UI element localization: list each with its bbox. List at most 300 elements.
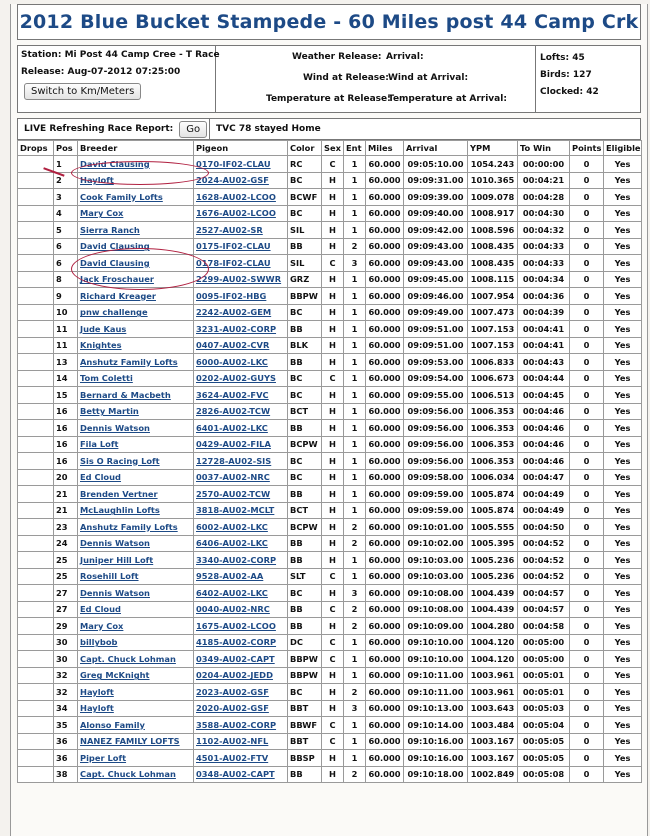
breeder-cell — [78, 172, 194, 189]
ypm-cell: 1006.353 — [468, 453, 518, 470]
pigeon-link[interactable]: 1676-AU02-LCOO — [196, 208, 276, 219]
ypm-cell: 1003.961 — [468, 684, 518, 701]
sex-cell: C — [322, 651, 344, 668]
breeder-link[interactable]: Anshutz Family Lofts — [80, 356, 178, 367]
table-row — [18, 568, 642, 585]
pigeon-link[interactable]: 0095-IF02-HBG — [196, 290, 267, 301]
breeder-link[interactable]: Juniper Hill Loft — [80, 554, 154, 565]
breeder-cell — [78, 684, 194, 701]
pigeon-cell — [194, 238, 288, 255]
arrival-cell: 09:09:53.00 — [404, 354, 468, 371]
color-cell: BC — [288, 585, 322, 602]
pos-cell: 13 — [54, 354, 78, 371]
pos-cell: 30 — [54, 634, 78, 651]
column-header: Pigeon — [194, 141, 288, 156]
race-info-panel — [17, 45, 641, 113]
breeder-link[interactable]: Sis O Racing Loft — [80, 455, 160, 466]
breeder-link[interactable]: Alonso Family — [80, 719, 145, 730]
pos-cell: 32 — [54, 667, 78, 684]
table-row — [18, 535, 642, 552]
pigeon-link[interactable]: 6000-AU02-LKC — [196, 356, 268, 367]
pigeon-link[interactable]: 0407-AU02-CVR — [196, 340, 270, 351]
weather-info — [216, 46, 536, 112]
pigeon-link[interactable]: 3588-AU02-CORP — [196, 719, 277, 730]
ent-cell: 1 — [344, 189, 366, 206]
drops-cell — [18, 486, 54, 503]
color-cell: BBPW — [288, 667, 322, 684]
pigeon-link[interactable]: 2024-AU02-GSF — [196, 175, 269, 186]
pos-cell: 1 — [54, 156, 78, 173]
pigeon-link[interactable]: 2020-AU02-GSF — [196, 703, 269, 714]
color-cell: SIL — [288, 222, 322, 239]
points-cell: 0 — [570, 585, 604, 602]
ent-cell: 1 — [344, 271, 366, 288]
arrival-cell: 09:10:18.00 — [404, 766, 468, 783]
breeder-link[interactable]: Hayloft — [80, 703, 114, 714]
pos-cell: 9 — [54, 288, 78, 305]
color-cell: BC — [288, 684, 322, 701]
pigeon-cell — [194, 766, 288, 783]
points-cell: 0 — [570, 601, 604, 618]
table-row — [18, 585, 642, 602]
table-row — [18, 271, 642, 288]
pigeon-link[interactable]: 2826-AU02-TCW — [196, 406, 271, 417]
pigeon-link[interactable]: 1102-AU02-NFL — [196, 736, 269, 747]
pigeon-link[interactable]: 1628-AU02-LCOO — [196, 191, 276, 202]
color-cell: DC — [288, 634, 322, 651]
drops-cell — [18, 354, 54, 371]
ypm-cell: 1008.596 — [468, 222, 518, 239]
arrival-cell: 09:09:42.00 — [404, 222, 468, 239]
to-win-cell: 00:04:21 — [518, 172, 570, 189]
breeder-link[interactable]: Greg McKnight — [80, 670, 150, 681]
breeder-link[interactable]: Mary Cox — [80, 620, 124, 631]
race-stats — [536, 46, 640, 112]
drops-cell — [18, 469, 54, 486]
to-win-cell: 00:05:00 — [518, 634, 570, 651]
pigeon-link[interactable]: 2023-AU02-GSF — [196, 686, 269, 697]
breeder-link[interactable]: David Clausing — [80, 257, 150, 268]
breeder-link[interactable]: billybob — [80, 637, 118, 648]
breeder-link[interactable]: David Clausing — [80, 158, 150, 169]
breeder-link[interactable]: Sierra Ranch — [80, 224, 140, 235]
pigeon-link[interactable]: 0037-AU02-NRC — [196, 472, 270, 483]
color-cell: BC — [288, 453, 322, 470]
ent-cell: 1 — [344, 172, 366, 189]
sex-cell: H — [322, 535, 344, 552]
breeder-link[interactable]: Betty Martin — [80, 406, 139, 417]
to-win-cell: 00:04:46 — [518, 420, 570, 437]
pigeon-link[interactable]: 4501-AU02-FTV — [196, 752, 269, 763]
arrival-cell: 09:10:10.00 — [404, 634, 468, 651]
breeder-link[interactable]: NANEZ FAMILY LOFTS — [80, 736, 180, 747]
pos-cell: 35 — [54, 717, 78, 734]
drops-cell — [18, 717, 54, 734]
breeder-cell — [78, 156, 194, 173]
miles-cell: 60.000 — [366, 700, 404, 717]
pos-cell: 16 — [54, 436, 78, 453]
pigeon-cell — [194, 403, 288, 420]
table-row — [18, 502, 642, 519]
arrival-cell: 09:09:43.00 — [404, 238, 468, 255]
pigeon-link[interactable]: 2242-AU02-GEM — [196, 307, 272, 318]
pos-cell: 5 — [54, 222, 78, 239]
breeder-link[interactable]: Hayloft — [80, 175, 114, 186]
points-cell: 0 — [570, 733, 604, 750]
pigeon-link[interactable]: 0170-IF02-CLAU — [196, 158, 271, 169]
sex-cell: H — [322, 750, 344, 767]
pigeon-link[interactable]: 0348-AU02-CAPT — [196, 769, 275, 780]
drops-cell — [18, 502, 54, 519]
eligible-cell: Yes — [604, 568, 642, 585]
breeder-link[interactable]: Rosehill Loft — [80, 571, 139, 582]
pigeon-link[interactable]: 3624-AU02-FVC — [196, 389, 269, 400]
miles-cell: 60.000 — [366, 354, 404, 371]
breeder-link[interactable]: Jude Kaus — [80, 323, 127, 334]
breeder-link[interactable]: pnw challenge — [80, 307, 148, 318]
pigeon-link[interactable]: 2570-AU02-TCW — [196, 488, 271, 499]
breeder-link[interactable]: Capt. Chuck Lohman — [80, 769, 176, 780]
points-cell: 0 — [570, 453, 604, 470]
ypm-cell: 1002.849 — [468, 766, 518, 783]
pigeon-link[interactable]: 6402-AU02-LKC — [196, 587, 268, 598]
breeder-link[interactable]: Piper Loft — [80, 752, 127, 763]
go-button[interactable]: Go — [179, 121, 207, 138]
column-header: To Win — [518, 141, 570, 156]
breeder-link[interactable]: David Clausing — [80, 241, 150, 252]
to-win-cell: 00:04:41 — [518, 321, 570, 338]
breeder-cell — [78, 766, 194, 783]
ypm-cell: 1004.120 — [468, 634, 518, 651]
drops-cell — [18, 684, 54, 701]
points-cell: 0 — [570, 370, 604, 387]
pigeon-link[interactable]: 0349-AU02-CAPT — [196, 653, 275, 664]
breeder-cell — [78, 288, 194, 305]
drops-cell — [18, 453, 54, 470]
to-win-cell: 00:05:05 — [518, 750, 570, 767]
to-win-cell: 00:05:03 — [518, 700, 570, 717]
eligible-cell: Yes — [604, 601, 642, 618]
ypm-cell: 1004.439 — [468, 601, 518, 618]
table-row — [18, 552, 642, 569]
pos-cell: 34 — [54, 700, 78, 717]
temp-arrival-label: Temperature at Arrival: — [388, 94, 507, 104]
points-cell: 0 — [570, 436, 604, 453]
drops-cell — [18, 370, 54, 387]
pigeon-cell — [194, 156, 288, 173]
ypm-cell: 1006.353 — [468, 420, 518, 437]
ent-cell: 1 — [344, 651, 366, 668]
sex-cell: H — [322, 469, 344, 486]
pos-cell: 36 — [54, 750, 78, 767]
drops-cell — [18, 436, 54, 453]
ypm-cell: 1054.243 — [468, 156, 518, 173]
miles-cell: 60.000 — [366, 387, 404, 404]
ent-cell: 1 — [344, 370, 366, 387]
pigeon-link[interactable]: 0178-IF02-CLAU — [196, 257, 271, 268]
ent-cell: 1 — [344, 502, 366, 519]
color-cell: BBWF — [288, 717, 322, 734]
to-win-cell: 00:04:47 — [518, 469, 570, 486]
points-cell: 0 — [570, 535, 604, 552]
color-cell: BB — [288, 552, 322, 569]
pigeon-cell — [194, 601, 288, 618]
breeder-link[interactable]: Capt. Chuck Lohman — [80, 653, 176, 664]
breeder-link[interactable]: Jack Froschauer — [80, 274, 154, 285]
sex-cell: H — [322, 552, 344, 569]
color-cell: BLK — [288, 337, 322, 354]
ent-cell: 1 — [344, 469, 366, 486]
arrival-cell: 09:09:39.00 — [404, 189, 468, 206]
miles-cell: 60.000 — [366, 156, 404, 173]
ent-cell: 1 — [344, 288, 366, 305]
color-cell: BC — [288, 205, 322, 222]
eligible-cell: Yes — [604, 420, 642, 437]
eligible-cell: Yes — [604, 337, 642, 354]
breeder-cell — [78, 205, 194, 222]
table-row — [18, 700, 642, 717]
points-cell: 0 — [570, 420, 604, 437]
pigeon-link[interactable]: 6406-AU02-LKC — [196, 538, 268, 549]
miles-cell: 60.000 — [366, 238, 404, 255]
drops-cell — [18, 172, 54, 189]
eligible-cell: Yes — [604, 403, 642, 420]
pigeon-cell — [194, 618, 288, 635]
breeder-cell — [78, 618, 194, 635]
breeder-cell — [78, 370, 194, 387]
to-win-cell: 00:04:30 — [518, 205, 570, 222]
points-cell: 0 — [570, 684, 604, 701]
ypm-cell: 1003.643 — [468, 700, 518, 717]
miles-cell: 60.000 — [366, 304, 404, 321]
ypm-cell: 1003.484 — [468, 717, 518, 734]
sex-cell: H — [322, 271, 344, 288]
breeder-cell — [78, 750, 194, 767]
table-row — [18, 634, 642, 651]
sex-cell: H — [322, 172, 344, 189]
miles-cell: 60.000 — [366, 222, 404, 239]
breeder-link[interactable]: McLaughlin Lofts — [80, 505, 160, 516]
pigeon-link[interactable]: 3231-AU02-CORP — [196, 323, 277, 334]
arrival-cell: 09:09:49.00 — [404, 304, 468, 321]
pigeon-cell — [194, 205, 288, 222]
breeder-link[interactable]: Anshutz Family Lofts — [80, 521, 178, 532]
sex-cell: C — [322, 156, 344, 173]
pos-cell: 25 — [54, 552, 78, 569]
color-cell: BBT — [288, 700, 322, 717]
eligible-cell: Yes — [604, 700, 642, 717]
breeder-link[interactable]: Brenden Vertner — [80, 488, 158, 499]
breeder-link[interactable]: Mary Cox — [80, 208, 124, 219]
switch-km-button[interactable]: Switch to Km/Meters — [24, 83, 141, 100]
eligible-cell: Yes — [604, 618, 642, 635]
weather-release-label: Weather Release: — [292, 52, 382, 62]
eligible-cell: Yes — [604, 189, 642, 206]
eligible-cell: Yes — [604, 156, 642, 173]
eligible-cell: Yes — [604, 502, 642, 519]
pigeon-cell — [194, 750, 288, 767]
ypm-cell: 1006.034 — [468, 469, 518, 486]
pigeon-link[interactable]: 6401-AU02-LKC — [196, 422, 268, 433]
pigeon-link[interactable]: 3340-AU02-CORP — [196, 554, 277, 565]
to-win-cell: 00:04:33 — [518, 238, 570, 255]
to-win-cell: 00:04:57 — [518, 585, 570, 602]
arrival-cell: 09:09:45.00 — [404, 271, 468, 288]
pigeon-link[interactable]: 1675-AU02-LCOO — [196, 620, 276, 631]
drops-cell — [18, 387, 54, 404]
breeder-link[interactable]: Bernard & Macbeth — [80, 389, 171, 400]
pigeon-cell — [194, 585, 288, 602]
color-cell: BB — [288, 535, 322, 552]
weather-arrival-label: Arrival: — [386, 52, 424, 62]
ypm-cell: 1005.395 — [468, 535, 518, 552]
ent-cell: 1 — [344, 403, 366, 420]
breeder-link[interactable]: Knightes — [80, 340, 122, 351]
miles-cell: 60.000 — [366, 189, 404, 206]
pigeon-link[interactable]: 6002-AU02-LKC — [196, 521, 268, 532]
sex-cell: H — [322, 222, 344, 239]
eligible-cell: Yes — [604, 436, 642, 453]
breeder-cell — [78, 634, 194, 651]
points-cell: 0 — [570, 667, 604, 684]
color-cell: BB — [288, 238, 322, 255]
column-header: Ent — [344, 141, 366, 156]
miles-cell: 60.000 — [366, 288, 404, 305]
pigeon-link[interactable]: 12728-AU02-SIS — [196, 455, 272, 466]
pigeon-link[interactable]: 0040-AU02-NRC — [196, 604, 270, 615]
miles-cell: 60.000 — [366, 684, 404, 701]
arrival-cell: 09:09:55.00 — [404, 387, 468, 404]
ypm-cell: 1010.365 — [468, 172, 518, 189]
eligible-cell: Yes — [604, 238, 642, 255]
sex-cell: H — [322, 436, 344, 453]
pos-cell: 21 — [54, 486, 78, 503]
points-cell: 0 — [570, 337, 604, 354]
wind-release-label: Wind at Release: — [303, 73, 389, 83]
table-row — [18, 288, 642, 305]
table-row — [18, 618, 642, 635]
miles-cell: 60.000 — [366, 255, 404, 272]
breeder-cell — [78, 502, 194, 519]
miles-cell: 60.000 — [366, 337, 404, 354]
ent-cell: 1 — [344, 733, 366, 750]
pigeon-link[interactable]: 3818-AU02-MCLT — [196, 505, 275, 516]
arrival-cell: 09:09:56.00 — [404, 453, 468, 470]
miles-cell: 60.000 — [366, 601, 404, 618]
breeder-cell — [78, 469, 194, 486]
arrival-cell: 09:09:54.00 — [404, 370, 468, 387]
to-win-cell: 00:04:46 — [518, 403, 570, 420]
breeder-link[interactable]: Fila Loft — [80, 439, 119, 450]
ent-cell: 2 — [344, 618, 366, 635]
breeder-link[interactable]: Dennis Watson — [80, 538, 150, 549]
arrival-cell: 09:09:43.00 — [404, 255, 468, 272]
color-cell: RC — [288, 156, 322, 173]
arrival-cell: 09:09:58.00 — [404, 469, 468, 486]
table-row — [18, 304, 642, 321]
column-header: YPM — [468, 141, 518, 156]
breeder-cell — [78, 189, 194, 206]
ypm-cell: 1003.167 — [468, 750, 518, 767]
pos-cell: 8 — [54, 271, 78, 288]
arrival-cell: 09:10:14.00 — [404, 717, 468, 734]
pigeon-cell — [194, 552, 288, 569]
arrival-cell: 09:09:51.00 — [404, 337, 468, 354]
eligible-cell: Yes — [604, 651, 642, 668]
to-win-cell: 00:04:52 — [518, 535, 570, 552]
sex-cell: H — [322, 403, 344, 420]
eligible-cell: Yes — [604, 370, 642, 387]
pigeon-link[interactable]: 2527-AU02-SR — [196, 224, 263, 235]
pigeon-link[interactable]: 4185-AU02-CORP — [196, 637, 277, 648]
breeder-link[interactable]: Cook Family Lofts — [80, 191, 163, 202]
ypm-cell: 1005.874 — [468, 486, 518, 503]
breeder-link[interactable]: Dennis Watson — [80, 422, 150, 433]
pos-cell: 16 — [54, 453, 78, 470]
points-cell: 0 — [570, 502, 604, 519]
arrival-cell: 09:09:40.00 — [404, 205, 468, 222]
pos-cell: 6 — [54, 238, 78, 255]
pigeon-cell — [194, 568, 288, 585]
pigeon-cell — [194, 717, 288, 734]
to-win-cell: 00:04:33 — [518, 255, 570, 272]
eligible-cell: Yes — [604, 453, 642, 470]
breeder-cell — [78, 700, 194, 717]
pigeon-cell — [194, 222, 288, 239]
breeder-link[interactable]: Ed Cloud — [80, 604, 121, 615]
breeder-link[interactable]: Richard Kreager — [80, 290, 156, 301]
ypm-cell: 1004.120 — [468, 651, 518, 668]
table-row — [18, 255, 642, 272]
breeder-link[interactable]: Hayloft — [80, 686, 114, 697]
breeder-cell — [78, 436, 194, 453]
table-row — [18, 750, 642, 767]
column-header: Arrival — [404, 141, 468, 156]
pos-cell: 24 — [54, 535, 78, 552]
pigeon-link[interactable]: 0202-AU02-GUYS — [196, 373, 276, 384]
pigeon-link[interactable]: 9528-AU02-AA — [196, 571, 264, 582]
miles-cell: 60.000 — [366, 651, 404, 668]
pigeon-link[interactable]: 0175-IF02-CLAU — [196, 241, 271, 252]
breeder-cell — [78, 387, 194, 404]
points-cell: 0 — [570, 156, 604, 173]
breeder-link[interactable]: Dennis Watson — [80, 587, 150, 598]
to-win-cell: 00:04:43 — [518, 354, 570, 371]
points-cell: 0 — [570, 469, 604, 486]
station-label: Station: Mi Post 44 Camp Cree - T Race — [21, 50, 220, 60]
ent-cell: 1 — [344, 568, 366, 585]
breeder-link[interactable]: Tom Coletti — [80, 373, 133, 384]
pigeon-link[interactable]: 2299-AU02-SWWR — [196, 274, 282, 285]
pos-cell: 4 — [54, 205, 78, 222]
color-cell: BC — [288, 172, 322, 189]
pigeon-cell — [194, 700, 288, 717]
pigeon-link[interactable]: 0204-AU02-JEDD — [196, 670, 273, 681]
sex-cell: H — [322, 667, 344, 684]
color-cell: BC — [288, 304, 322, 321]
pigeon-link[interactable]: 0429-AU02-FILA — [196, 439, 271, 450]
sex-cell: H — [322, 337, 344, 354]
pigeon-cell — [194, 667, 288, 684]
breeder-link[interactable]: Ed Cloud — [80, 472, 121, 483]
color-cell: BCWF — [288, 189, 322, 206]
miles-cell: 60.000 — [366, 634, 404, 651]
wind-arrival-label: Wind at Arrival: — [388, 73, 469, 83]
sex-cell: H — [322, 585, 344, 602]
eligible-cell: Yes — [604, 486, 642, 503]
points-cell: 0 — [570, 304, 604, 321]
miles-cell: 60.000 — [366, 420, 404, 437]
